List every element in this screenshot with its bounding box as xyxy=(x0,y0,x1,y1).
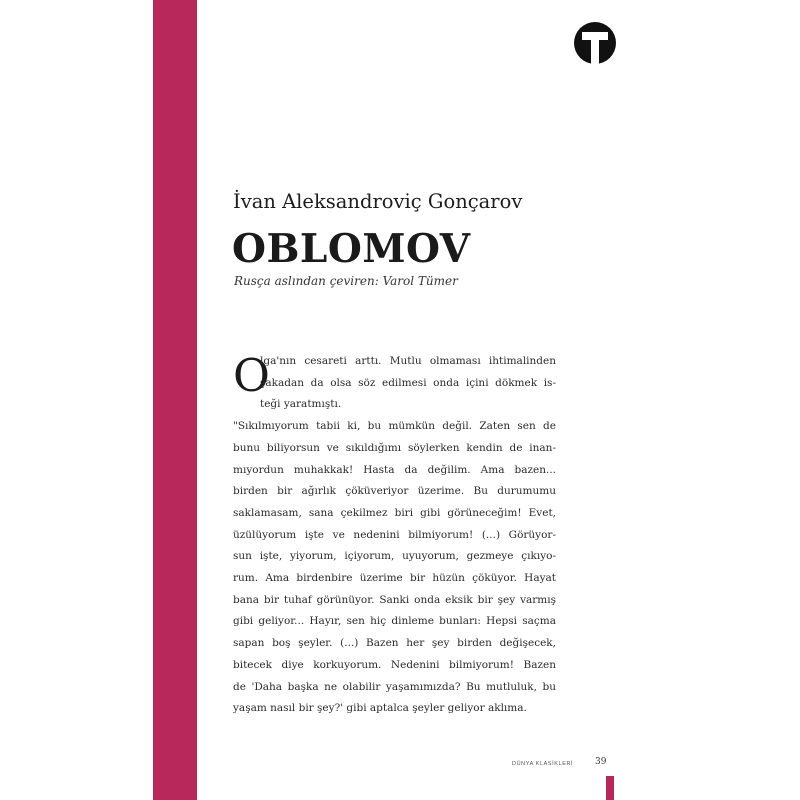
excerpt-line: mıyordun muhakkak! Hasta da değilim. Ama bazen... xyxy=(233,463,556,476)
author-name: İvan Aleksandroviç Gonçarov xyxy=(233,190,523,213)
edge-mark xyxy=(606,776,614,800)
excerpt-line: sun işte, yiyorum, içiyorum, uyuyorum, gezmeye çıkıyo- xyxy=(233,550,556,563)
book-spine xyxy=(153,0,197,800)
translator-credit: Rusça aslından çeviren: Varol Tümer xyxy=(234,274,458,288)
excerpt-line: rum. Ama birdenbire üzerime bir hüzün çöküyor. Hayat xyxy=(233,572,556,584)
excerpt-line: birden bir ağırlık çöküveriyor üzerime. Bu durumumu xyxy=(233,485,556,498)
series-name: DÜNYA KLASİKLERİ xyxy=(512,761,574,767)
drop-cap: O xyxy=(233,349,270,402)
excerpt-line: üzülüyorum işte ve nedenini bilmiyorum! (...) Görüyor- xyxy=(233,528,556,541)
page-number: 39 xyxy=(595,757,607,767)
excerpt-line: "Sıkılmıyorum tabii ki, bu mümkün değil. Zaten sen de xyxy=(233,420,556,433)
excerpt-line: yaşam nasıl bir şey?' gibi aptalca şeyler geliyor aklıma. xyxy=(233,702,527,715)
excerpt-line: şakadan da olsa söz edilmesi onda içini dökmek is- xyxy=(260,376,556,389)
excerpt-line: sapan boş şeyler. (...) Bazen her şey birden değişecek, xyxy=(233,637,556,650)
excerpt-line: teği yaratmıştı. xyxy=(260,398,342,411)
excerpt-line: de 'Daha başka ne olabilir yaşamımızda? Bu mutluluk, bu xyxy=(233,680,556,693)
excerpt-line: gibi geliyor... Hayır, sen hiç dinleme bunları: Hepsi saçma xyxy=(233,615,556,628)
excerpt-line: bitecek diye korkuyorum. Nedenini bilmiyorum! Bazen xyxy=(233,658,556,671)
publisher-logo-icon xyxy=(574,22,616,64)
excerpt-line: saklamasam, sana çekilmez biri gibi görüneceğim! Evet, xyxy=(233,506,556,519)
excerpt-line: bana bir tuhaf görünüyor. Sanki onda eksik bir şey varmış xyxy=(233,593,556,606)
excerpt-line: lga'nın cesareti arttı. Mutlu olmaması ihtimalinden xyxy=(260,355,556,367)
book-title: OBLOMOV xyxy=(232,226,471,272)
excerpt-line: bunu biliyorsun ve sıkıldığımı söylerken kendin de inan- xyxy=(233,441,556,454)
